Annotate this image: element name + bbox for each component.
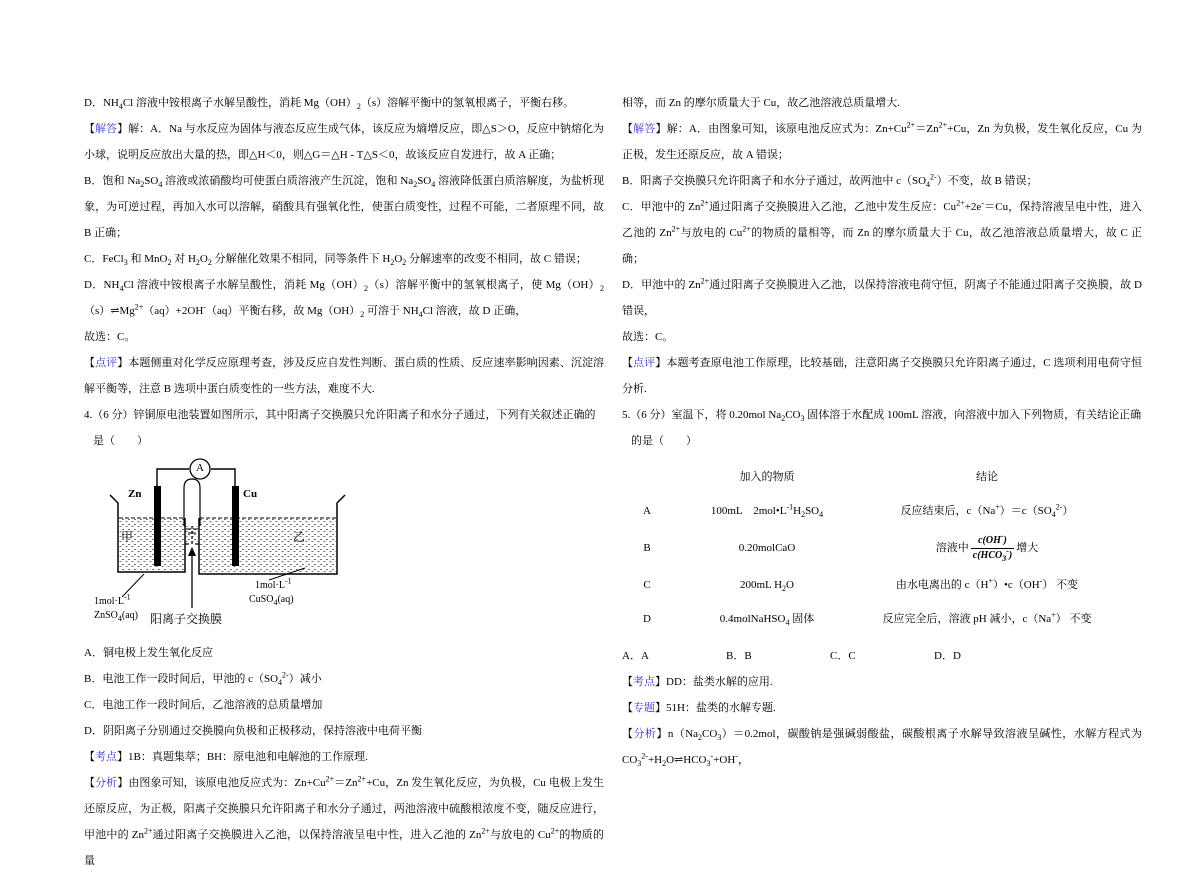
- galvanic-cell-diagram: [92, 458, 362, 638]
- fraction-prefix: 溶液中: [935, 542, 969, 555]
- bracket: 】: [117, 751, 128, 763]
- bracket: 】: [655, 357, 667, 369]
- q4-dianping-paragraph: [622, 350, 1142, 402]
- dianping-tag: 点评: [95, 357, 118, 369]
- q5-zhuanti-paragraph: [622, 695, 1142, 721]
- bracket: 【: [622, 702, 633, 714]
- row-substance: 0.4molNaHSO$_4$ 固体: [719, 613, 815, 628]
- row-label: D: [643, 613, 651, 625]
- bracket: 【: [84, 751, 95, 763]
- q4-jieda-d: D．甲池中的 $Zn^{2+}$通过阳离子交换膜进入乙池，以保持溶液电荷守恒，阴离子不能通过阳离子交换膜，故 D 错误，: [622, 276, 1142, 317]
- col-header-conclusion: 结论: [976, 471, 998, 483]
- q3-answer: 故选：C。: [84, 331, 136, 343]
- left-solution: [119, 518, 184, 571]
- bracket: 【: [84, 777, 96, 789]
- q4-fenxi-continuation: 相等，而 Zn 的摩尔质量大于 Cu，故乙池溶液总质量增大.: [622, 97, 901, 109]
- q3-dianping-paragraph: [84, 350, 604, 402]
- membrane-label: 阳离子交换膜: [150, 612, 223, 626]
- ammeter-label: A: [196, 462, 204, 474]
- row-substance: 0.20molCaO: [738, 542, 796, 554]
- q5-number: 5.: [622, 409, 631, 421]
- q5-kaodian-paragraph: [622, 669, 1142, 695]
- fraction-suffix: 增大: [1016, 542, 1039, 555]
- q4-jieda-c: C．甲池中的 $Zn^{2+}$通过阳离子交换膜进入乙池，乙池中发生反应：$Cu^{2+}+2e^-=Cu$，保持溶液呈电中性，进入乙池的 $Zn^{2+}$与放电的 $Cu^{2+}$的物质的量相等，而 Zn 的摩尔质量大于 Cu，故乙池溶液总质量增大，故 C 正确；: [622, 198, 1142, 265]
- fraction-numerator: c(OH-): [971, 535, 1014, 549]
- q4-fenxi-paragraph: [84, 770, 604, 874]
- kaodian-tag: 考点: [633, 676, 655, 688]
- bracket: 】: [656, 728, 668, 740]
- bracket: 【: [84, 123, 96, 135]
- fenxi-tag: 分析: [633, 728, 657, 740]
- choice-d: D．D: [934, 650, 961, 662]
- beaker-jia-label: 甲: [121, 530, 134, 544]
- jieda-tag: 解答: [95, 123, 118, 135]
- cu-label: Cu: [243, 488, 258, 500]
- bracket: 】: [117, 357, 129, 369]
- cu-electrode-bar: [232, 486, 239, 566]
- q3-jieda-d: D．$NH_4Cl$ 溶液中铵根离子水解呈酸性，消耗 $Mg(OH)_2(s)$溶解平衡中的氢氧根离子，使 $Mg(OH)_2(s)\rightleftharpoons Mg^{2+}(aq)+2OH^-(aq)$平衡右移，故 $Mg(OH)_2$ 可溶于 $NH_4Cl$ 溶液，故 D 正确，: [84, 279, 604, 320]
- bracket: 【: [622, 357, 634, 369]
- left-column: [84, 90, 604, 874]
- q3-jieda-b: B．饱和 $Na_2SO_4$ 溶液或浓硝酸均可使蛋白质溶液产生沉淀，饱和 $Na_2SO_4$ 溶液降低蛋白质溶解度，为盐析现象，为可逆过程，再加入水可以溶解，硝酸具有强氧化性，使蛋白质变性，过程不可能，二者原理不同，故 B 正确；: [84, 175, 605, 239]
- q5-table: [622, 467, 1142, 630]
- dianping-tag: 点评: [633, 357, 656, 369]
- bracket: 】: [117, 777, 129, 789]
- q4-kaodian-paragraph: [84, 744, 604, 770]
- beaker-yi-label: 乙: [293, 530, 306, 544]
- q3-jieda-text: 解：A．Na 与水反应为固体与液态反应生成气体，该反应为熵增反应，即△S＞O，反应中钠熔化为小球，说明反应放出大量的热，即△H＜0，则△G＝△H - T△S＜0，故该反应自发进行，故 A 正确；: [84, 123, 605, 161]
- row-substance: 100mL $2mol•L^{-1}H_2SO_4$: [710, 502, 824, 520]
- q4-answer: 故选：C。: [622, 331, 674, 343]
- znso4-label-line2: ZnSO$_4$(aq): [94, 610, 139, 623]
- bracket: 】: [655, 123, 667, 135]
- q4-option-c: C．电池工作一段时间后，乙池溶液的总质量增加: [84, 699, 323, 711]
- bracket: 【: [84, 357, 96, 369]
- q4-stem-text: （6 分）锌铜原电池装置如图所示，其中阳离子交换膜只允许阳离子和水分子通过，下列有关叙述正确的是（ ）: [92, 409, 596, 447]
- row-conclusion-fraction: [862, 531, 1112, 563]
- glass-tube: [184, 479, 200, 526]
- bracket: 【: [622, 676, 633, 688]
- jieda-tag: 解答: [633, 123, 656, 135]
- bracket: 【: [622, 123, 634, 135]
- q5-stem-text: （6 分）室温下，将 0.20mol $Na_2CO_3$ 固体溶于水配成 100mL 溶液，向溶液中加入下列物质，有关结论正确的是（ ）: [630, 409, 1142, 447]
- q3-option-d-head: D．$NH_4Cl$ 溶液中铵根离子水解呈酸性，消耗 $Mg(OH)_2(s)$溶解平衡中的氢氧根离子，平衡右移。: [84, 97, 575, 112]
- right-column: [622, 90, 1142, 773]
- cuso4-label-line2: CuSO$_4$(aq): [249, 594, 294, 607]
- q4-jieda-b: B．阳离子交换膜只允许阳离子和水分子通过，故两池中 $c(SO_4^{2-})$不变，故 B 错误；: [622, 172, 1038, 190]
- row-label: A: [643, 505, 651, 517]
- row-conclusion: 反应完全后，溶液 pH 减小，c（Na+） 不变: [882, 610, 1092, 625]
- q3-jieda-c: C．FeCl$_3$ 和 MnO$_2$ 对 $H_2O_2$ 分解催化效果不相同，同等条件下 $H_2O_2$ 分解速率的改变不相同，故 C 错误；: [84, 253, 587, 268]
- zhuanti-tag: 专题: [633, 702, 655, 714]
- fraction: [971, 531, 1014, 563]
- q5-fenxi-text: $n(Na_2CO_3)=0.2mol$，碳酸钠是强碱弱酸盐，碳酸根离子水解导致溶液呈碱性，水解方程式为 $CO_3^{2-}+H_2O\rightleftharpoons HCO_3^-+OH^-$，: [622, 728, 1142, 769]
- choice-c: C．C: [830, 650, 856, 662]
- right-solution: [200, 518, 336, 573]
- choice-a: A．A: [622, 650, 649, 662]
- q5-choices-row: [622, 643, 1142, 669]
- q4-number: 4.: [84, 409, 93, 421]
- table-row: [622, 501, 1142, 522]
- bracket: 】: [655, 702, 666, 714]
- row-label: C: [643, 579, 651, 591]
- q4-stem: [84, 402, 604, 454]
- q4-option-b: B．电池工作一段时间后，甲池的 $c(SO_4^{2-})$减小: [84, 670, 322, 688]
- row-label: B: [643, 542, 651, 554]
- membrane-arrowhead: [188, 547, 196, 556]
- q3-dianping-text: 本题侧重对化学反应原理考查，涉及反应自发性判断、蛋白质的性质、反应速率影响因素、沉淀溶解平衡等，注意 B 选项中蛋白质变性的一些方法，难度不大.: [84, 357, 605, 395]
- q5-zhuanti-text: 51H：盐类的水解专题.: [666, 702, 776, 714]
- bracket: 【: [622, 728, 634, 740]
- fraction-denominator: $c(HCO_3^-)$: [972, 546, 1013, 563]
- choice-b: B．B: [726, 650, 752, 662]
- q5-fenxi-paragraph: [622, 721, 1142, 773]
- row-conclusion: 反应结束后，$c(Na^+)=c(SO_4^{2-})$: [900, 502, 1074, 520]
- q5-stem: [622, 402, 1142, 454]
- q3-jieda-paragraph: [84, 116, 604, 168]
- col-header-substance: 加入的物质: [739, 471, 795, 483]
- q4-option-a: A．铜电极上发生氧化反应: [84, 647, 213, 659]
- q4-jieda-text: 解：A．由图象可知，该原电池反应式为：$Zn+Cu^{2+}=Zn^{2+}+Cu$，Zn 为负极，发生氧化反应，Cu 为正极，发生还原反应，故 A 错误；: [622, 120, 1142, 161]
- fenxi-tag: 分析: [95, 777, 118, 789]
- table-row: [622, 609, 1142, 630]
- wire-right: [211, 469, 235, 486]
- znso4-label-line1: $1mol\cdot L^{-1}$: [94, 592, 131, 607]
- row-substance: 200mL $H_2O$: [739, 579, 794, 594]
- q4-dianping-text: 本题考查原电池工作原理，比较基础，注意阳离子交换膜只允许阳离子通过，C 选项利用电荷守恒分析.: [622, 357, 1143, 395]
- q4-fenxi-text: 由图象可知，该原电池反应式为：$Zn+Cu^{2+}=Zn^{2+}+Cu$，Zn 发生氧化反应，为负极，Cu 电极上发生还原反应，为正极，阳离子交换膜只允许阳离子和水分子通过，两池溶液中硫酸根浓度不变，随反应进行，甲池中的 $Zn^{2+}$通过阳离子交换膜进入乙池，以保持溶液呈电中性，进入乙池的 $Zn^{2+}$与放电的 $Cu^{2+}$的物质的量: [84, 774, 605, 867]
- table-header-row: [622, 467, 1142, 488]
- q4-kaodian-text: 1B：真题集萃；BH：原电池和电解池的工作原理.: [128, 751, 368, 763]
- table-row: [622, 575, 1142, 596]
- bracket: 】: [655, 676, 666, 688]
- cuso4-label-line1: $1mol\cdot L^{-1}$: [255, 576, 292, 591]
- table-row: [622, 531, 1142, 563]
- zn-electrode-bar: [154, 486, 161, 566]
- kaodian-tag: 考点: [95, 751, 117, 763]
- q4-option-d: D．阴阳离子分别通过交换膜向负极和正极移动，保持溶液中电荷平衡: [84, 725, 422, 737]
- row-conclusion: 由水电离出的 c（H+）•c（OH-） 不变: [895, 576, 1079, 591]
- bracket: 】: [117, 123, 129, 135]
- q4-jieda-paragraph: [622, 116, 1142, 168]
- zn-label: Zn: [128, 488, 142, 500]
- q5-kaodian-text: DD：盐类水解的应用.: [666, 676, 773, 688]
